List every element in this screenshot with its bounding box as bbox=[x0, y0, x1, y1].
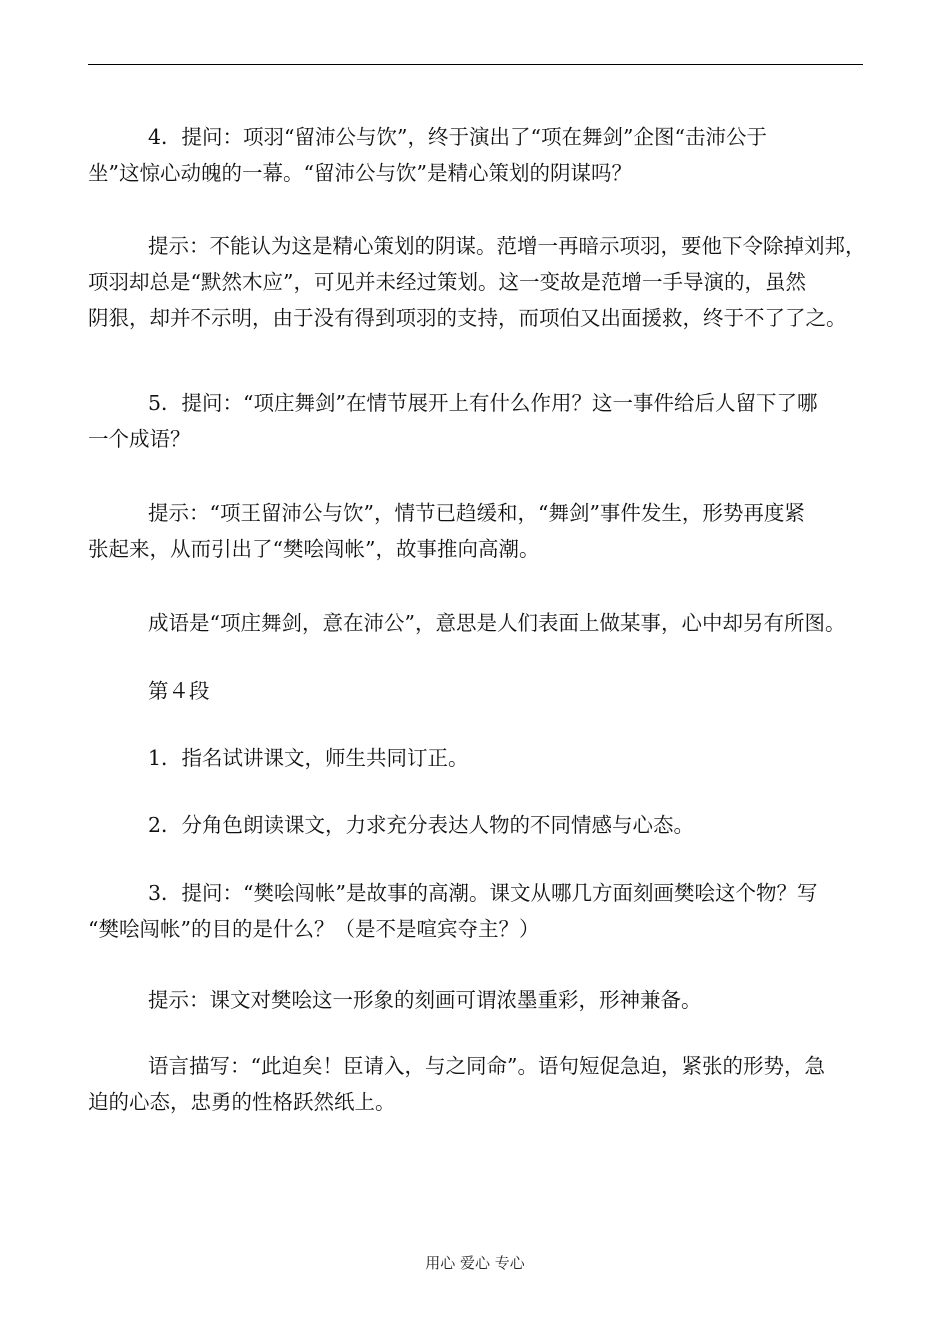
text-line: 2．分角色朗读课文，力求充分表达人物的不同情感与心态。 bbox=[148, 813, 695, 837]
text-line: 5．提问：“项庄舞剑”在情节展开上有什么作用？这一事件给后人留下了哪 bbox=[148, 391, 818, 415]
text-line: 提示：“项王留沛公与饮”，情节已趋缓和，“舞剑”事件发生，形势再度紧 bbox=[148, 501, 805, 525]
text-line: 张起来，从而引出了“樊哙闯帐”，故事推向高潮。 bbox=[88, 537, 540, 561]
language-description bbox=[88, 1048, 863, 1120]
text-line: 3．提问：“樊哙闯帐”是故事的高潮。课文从哪几方面刻画樊哙这个物？写 bbox=[148, 881, 818, 905]
text-line: 提示：课文对樊哙这一形象的刻画可谓浓墨重彩，形神兼备。 bbox=[148, 988, 702, 1012]
step-2 bbox=[88, 807, 863, 843]
question-5 bbox=[88, 385, 863, 457]
step-1 bbox=[88, 740, 863, 776]
text-line: 项羽却总是“默然木应”，可见并未经过策划。这一变故是范增一手导演的，虽然 bbox=[88, 270, 806, 294]
hint-6 bbox=[88, 982, 863, 1018]
text-line: 一个成语？ bbox=[88, 427, 191, 451]
text-line: 阴狠，却并不示明，由于没有得到项羽的支持，而项伯又出面援救，终于不了了之。 bbox=[88, 306, 847, 330]
text-line: 1．指名试讲课文，师生共同订正。 bbox=[148, 746, 469, 770]
hint-5 bbox=[88, 495, 863, 567]
text-line: 4．提问：项羽“留沛公与饮”，终于演出了“项在舞剑”企图“击沛公于 bbox=[148, 125, 767, 149]
text-line: 成语是“项庄舞剑，意在沛公”，意思是人们表面上做某事，心中却另有所图。 bbox=[148, 611, 846, 635]
text-line: 提示：不能认为这是精心策划的阴谋。范增一再暗示项羽，要他下令除掉刘邦， bbox=[148, 234, 866, 258]
hint-4 bbox=[88, 228, 866, 336]
header-rule bbox=[88, 64, 863, 65]
step-3 bbox=[88, 875, 863, 947]
idiom-paragraph bbox=[88, 605, 863, 641]
section-heading bbox=[88, 673, 863, 709]
text-line: 坐”这惊心动魄的一幕。“留沛公与饮”是精心策划的阴谋吗？ bbox=[88, 161, 632, 185]
text-line: 第４段 bbox=[148, 679, 210, 703]
text-line: “樊哙闯帐”的目的是什么？（是不是喧宾夺主？） bbox=[88, 917, 540, 941]
text-line: 迫的心态，忠勇的性格跃然纸上。 bbox=[88, 1090, 396, 1114]
text-line: 语言描写：“此迫矣！臣请入，与之同命”。语句短促急迫，紧张的形势，急 bbox=[148, 1054, 825, 1078]
page-footer: 用心 爱心 专心 bbox=[425, 1254, 525, 1272]
question-4 bbox=[88, 119, 863, 191]
